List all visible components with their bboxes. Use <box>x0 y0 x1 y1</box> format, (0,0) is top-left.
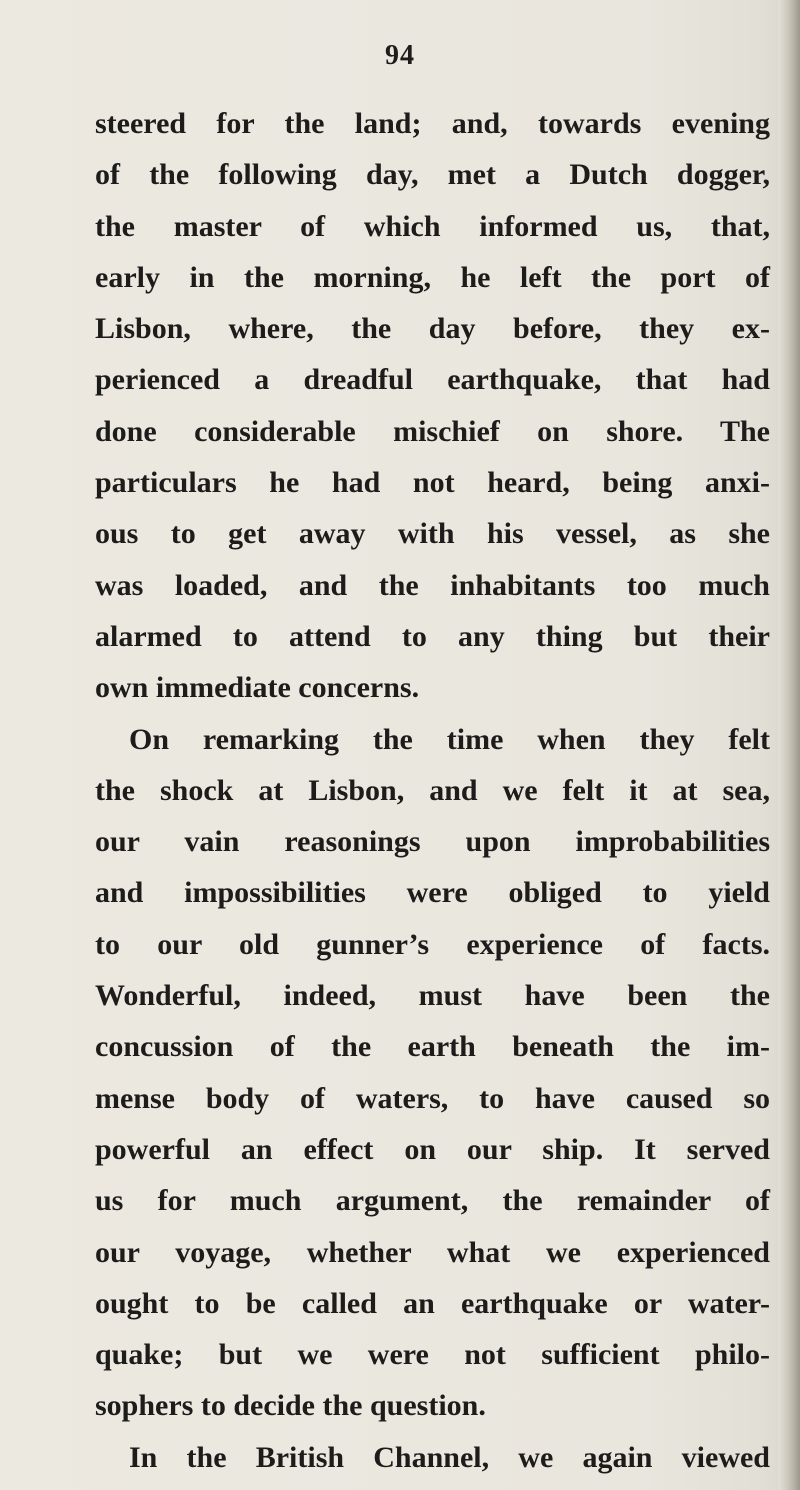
text-line: sophers to decide the question. <box>95 1389 486 1423</box>
text-line: own immediate concerns. <box>95 671 420 705</box>
text-line: Lisbon, where, the day before, they ex- <box>95 312 770 346</box>
text-line: perienced a dreadful earthquake, that had <box>95 363 770 397</box>
text-line: mense body of waters, to have caused so <box>95 1081 770 1115</box>
text-line: early in the morning, he left the port of <box>95 260 770 294</box>
text-line: concussion of the earth beneath the im- <box>95 1030 770 1064</box>
body-text <box>95 98 770 1483</box>
text-line: the master of which informed us, that, <box>95 209 770 243</box>
text-line: steered for the land; and, towards evening <box>95 107 770 140</box>
text-line: Wonderful, indeed, must have been the <box>95 979 770 1013</box>
text-line: our voyage, whether what we experienced <box>95 1235 770 1269</box>
text-line: alarmed to attend to any thing but their <box>95 619 770 653</box>
text-line: particulars he had not heard, being anxi- <box>95 466 770 500</box>
text-line: our vain reasonings upon improbabilities <box>95 825 770 859</box>
page-edge <box>778 0 800 1490</box>
text-line: ought to be called an earthquake or water- <box>95 1286 770 1320</box>
text-line: and impossibilities were obliged to yield <box>95 876 770 910</box>
text-line: On remarking the time when they felt <box>129 722 770 756</box>
text-line: In the British Channel, we again viewed <box>129 1440 770 1474</box>
text-line: ous to get away with his vessel, as she <box>95 517 770 551</box>
text-line: was loaded, and the inhabitants too much <box>95 568 770 602</box>
text-line: of the following day, met a Dutch dogger, <box>95 158 770 192</box>
text-line: quake; but we were not sufficient philo- <box>95 1338 770 1372</box>
text-line: us for much argument, the remainder of <box>95 1184 770 1218</box>
page-number: 94 <box>385 40 415 71</box>
text-line: the shock at Lisbon, and we felt it at sea, <box>95 773 770 807</box>
text-line: done considerable mischief on shore. The <box>95 414 770 448</box>
text-line: powerful an effect on our ship. It served <box>95 1132 770 1166</box>
text-line: to our old gunner’s experience of facts. <box>95 927 770 961</box>
